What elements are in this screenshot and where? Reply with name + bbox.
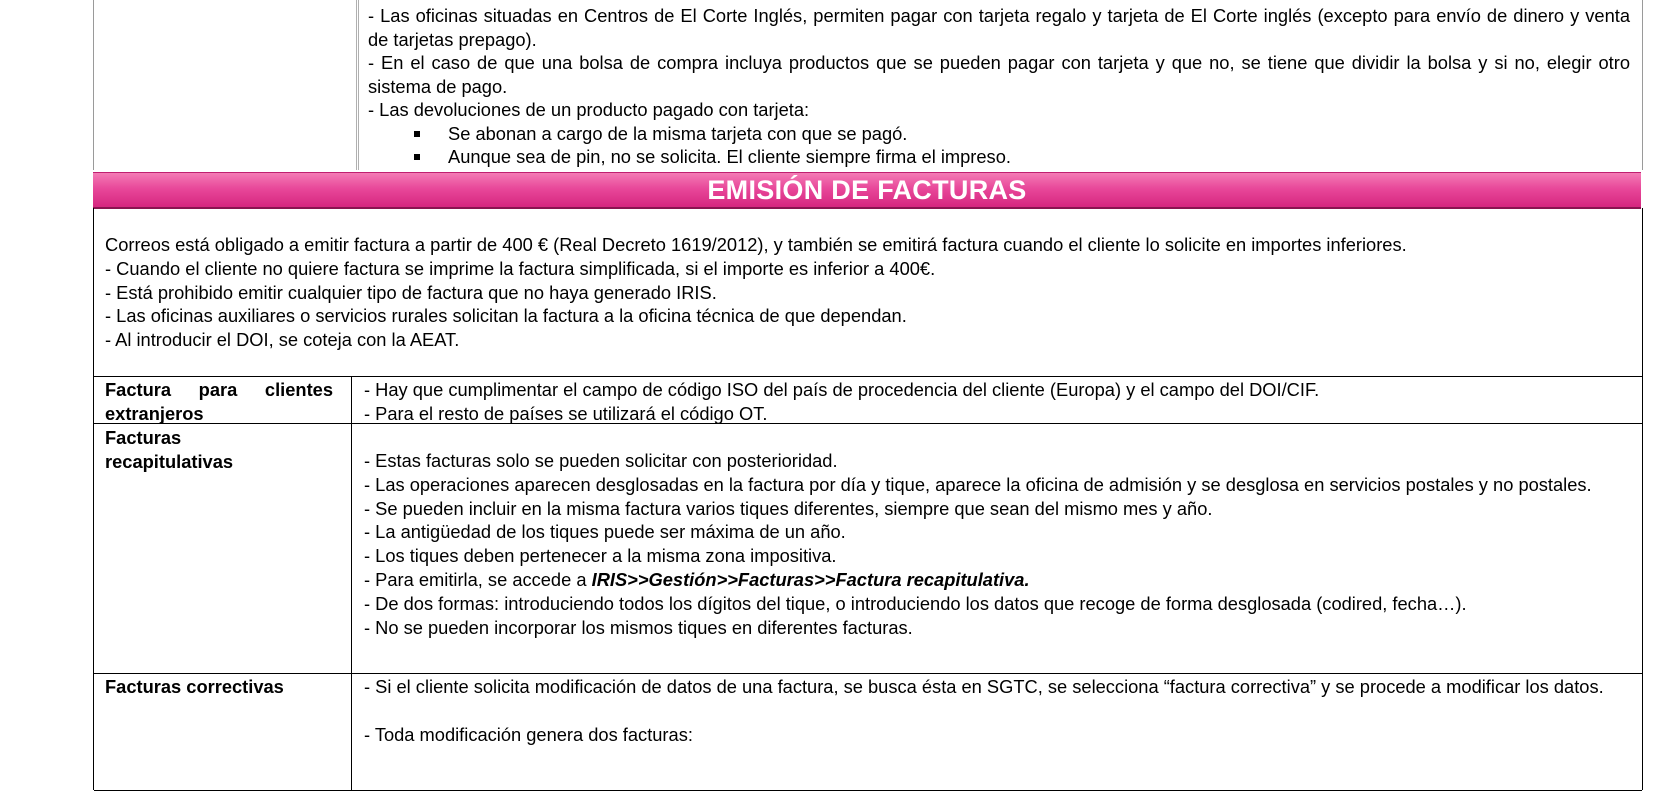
row-content: - Hay que cumplimentar el campo de código ISO del país de procedencia del cliente (Europa) y el campo del DOI/CIF. - Para el resto de países se utilizará el código OT.	[364, 379, 1320, 424]
intro-line: - Está prohibido emitir cualquier tipo de factura que no haya generado IRIS.	[105, 281, 717, 303]
square-bullet-icon	[414, 154, 420, 160]
row-content: - Estas facturas solo se pueden solicitar con posterioridad. - Las operaciones aparecen desglosadas en la factura por día y tique, aparece la oficina de admisión y se desglosa en servicios postales y no postales. - Se pueden incluir en la misma factura varios tiques diferentes, siempre que sean del mismo mes y año. - La antigüedad de los tiques puede ser máxima de un año. - Los tiques deben pertenecer a la misma zona impositiva. - Para emitirla, se accede a IRIS>>Gestión>>Facturas>>Factura recapitulativa. - De dos formas: introduciendo todos los dígitos del tique, o introduciendo los datos que recoge de forma desglosada (codired, fecha…). - No se pueden incorporar los mismos tiques en diferentes facturas.	[364, 449, 1631, 639]
note-line: - En el caso de que una bolsa de compra incluya productos que se pueden pagar con tarjeta y que no, se tiene que dividir la bolsa y si no, elegir otro sistema de pago.	[368, 52, 1630, 97]
table-row	[94, 376, 1642, 424]
row-label: Facturas correctivas	[105, 676, 284, 697]
row-label: Factura para clientes extranjeros	[105, 379, 333, 424]
invoice-types-table	[93, 376, 1643, 790]
intro-line: - Cuando el cliente no quiere factura se imprime la factura simplificada, si el importe es inferior a 400€.	[105, 257, 936, 279]
row-label: Facturas recapitulativas	[105, 427, 234, 472]
column-divider	[351, 674, 352, 790]
column-divider	[351, 376, 352, 423]
document-page	[93, 0, 1641, 790]
payment-notes-table	[93, 0, 1643, 170]
intro-line: - Al introducir el DOI, se coteja con la AEAT.	[105, 329, 460, 351]
payment-notes-content	[368, 4, 1630, 169]
bullet-item: Aunque sea de pin, no se solicita. El cliente siempre firma el impreso.	[368, 145, 1630, 169]
intro-line: - Las oficinas auxiliares o servicios rurales solicitan la factura a la oficina técnica de que dependan.	[105, 305, 907, 327]
row-content: - Si el cliente solicita modificación de datos de una factura, se busca ésta en SGTC, se selecciona “factura correctiva” y se procede a modificar los datos. - Toda modificación genera dos facturas:	[364, 676, 1604, 745]
square-bullet-icon	[414, 131, 420, 137]
empty-label-cell	[94, 0, 359, 170]
note-line: - Las oficinas situadas en Centros de El Corte Inglés, permiten pagar con tarjeta regalo y tarjeta de El Corte inglés (excepto para envío de dinero y venta de tarjetas prepago).	[368, 5, 1630, 50]
table-row	[94, 424, 1642, 674]
section-title: EMISIÓN DE FACTURAS	[93, 172, 1641, 209]
intro-block	[93, 208, 1643, 377]
menu-path: IRIS>>Gestión>>Facturas>>Factura recapitulativa.	[591, 568, 1030, 590]
column-divider	[351, 424, 352, 673]
table-row	[94, 674, 1642, 791]
menu-path-line: - Para emitirla, se accede a IRIS>>Gestión>>Facturas>>Factura recapitulativa.	[364, 568, 1030, 590]
intro-line: Correos está obligado a emitir factura a partir de 400 € (Real Decreto 1619/2012), y también se emitirá factura cuando el cliente lo solicite en importes inferiores.	[105, 234, 1407, 255]
note-line: - Las devoluciones de un producto pagado con tarjeta:	[368, 99, 810, 120]
bullet-item: Se abonan a cargo de la misma tarjeta con que se pagó.	[368, 122, 1630, 146]
